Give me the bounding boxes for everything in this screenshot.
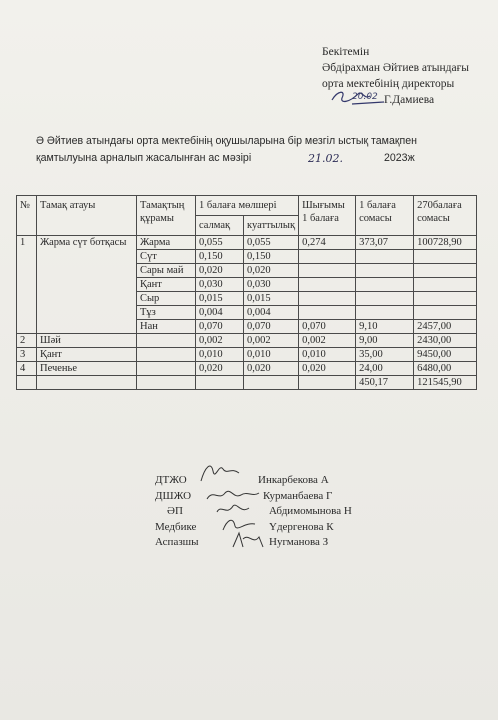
title-line-2 (36, 150, 491, 167)
row-num: 3 (17, 348, 37, 362)
total-sum1: 450,17 (356, 376, 414, 390)
row-weight: 0,150 (196, 250, 244, 264)
row-name: Шәй (37, 334, 137, 348)
header-row (17, 196, 477, 216)
row-sum270: 2430,00 (414, 334, 477, 348)
row-weight: 0,015 (196, 292, 244, 306)
table-row (17, 348, 477, 362)
header-composition: Тамақтың құрамы (137, 196, 196, 236)
signature (195, 459, 245, 485)
row-sum1 (356, 278, 414, 292)
row-cost: 0,070 (299, 320, 356, 334)
approval-school: Әбдірахман Әйтиев атындағы (322, 62, 470, 74)
row-cost (299, 278, 356, 292)
signer-role: Медбике (155, 520, 197, 533)
row-item: Тұз (137, 306, 196, 320)
row-num: 1 (17, 236, 37, 334)
row-yield: 0,020 (244, 264, 299, 278)
row-cost (299, 264, 356, 278)
approval-heading: Бекітемін (322, 46, 370, 58)
row-sum1: 373,07 (356, 236, 414, 250)
signer-role: Аспазшы (155, 536, 199, 548)
row-item: Нан (137, 320, 196, 334)
document-title (36, 133, 491, 167)
row-cost (299, 292, 356, 306)
row-num: 4 (17, 362, 37, 376)
row-item (137, 362, 196, 376)
header-per-child: 1 балаға мөлшері (196, 196, 299, 216)
row-yield: 0,055 (244, 236, 299, 250)
row-weight: 0,020 (196, 264, 244, 278)
row-sum270 (414, 264, 477, 278)
row-yield: 0,004 (244, 306, 299, 320)
approval-stamp-date: 20.02 (352, 92, 378, 102)
row-sum1 (356, 292, 414, 306)
row-weight: 0,020 (196, 362, 244, 376)
row-yield: 0,010 (244, 348, 299, 362)
row-yield: 0,030 (244, 278, 299, 292)
title-year: 2023ж (384, 152, 415, 164)
row-weight: 0,030 (196, 278, 244, 292)
header-name: Тамақ атауы (37, 196, 137, 236)
row-cost: 0,020 (299, 362, 356, 376)
signer-role: ДТЖО (155, 474, 187, 486)
row-sum1: 24,00 (356, 362, 414, 376)
header-weight: салмақ (196, 216, 244, 236)
row-item: Сары май (137, 264, 196, 278)
row-cost: 0,010 (299, 348, 356, 362)
row-weight: 0,002 (196, 334, 244, 348)
row-weight: 0,055 (196, 236, 244, 250)
row-item (137, 334, 196, 348)
signer-name: Инкарбекова А (258, 474, 329, 486)
row-weight: 0,010 (196, 348, 244, 362)
row-sum270: 100728,90 (414, 236, 477, 250)
row-item: Сүт (137, 250, 196, 264)
row-sum270: 2457,00 (414, 320, 477, 334)
handwritten-date: 21.02. (308, 152, 343, 165)
signature (229, 529, 269, 551)
table-row (17, 362, 477, 376)
director-name: Г.Дамиева (384, 94, 435, 106)
signer-name: Курманбаева Г (263, 489, 333, 502)
row-weight: 0,070 (196, 320, 244, 334)
row-item (137, 348, 196, 362)
row-sum270 (414, 306, 477, 320)
row-cost: 0,274 (299, 236, 356, 250)
menu-table (16, 195, 477, 390)
title-line-1: Ә Әйтиев атындағы орта мектебінің оқушыларына бір мезгіл ыстық тамақпен (36, 135, 417, 147)
row-cost: 0,002 (299, 334, 356, 348)
row-item: Сыр (137, 292, 196, 306)
row-yield: 0,020 (244, 362, 299, 376)
title-line-2-text: қамтылуына арналып жасалынған ас мәзірі (36, 152, 252, 164)
row-yield: 0,015 (244, 292, 299, 306)
row-sum1 (356, 250, 414, 264)
signer-name: Нугманова З (269, 536, 329, 548)
signer-role: ӘП (167, 505, 183, 517)
row-name: Жарма сүт ботқасы (37, 236, 137, 334)
row-num: 2 (17, 334, 37, 348)
row-item: Қант (137, 278, 196, 292)
signer-name: Абдимомынова Н (269, 505, 352, 517)
totals-row (17, 376, 477, 390)
row-item: Жарма (137, 236, 196, 250)
header-yield: куаттылық (244, 216, 299, 236)
table-row (17, 334, 477, 348)
row-sum1: 9,00 (356, 334, 414, 348)
row-sum1: 35,00 (356, 348, 414, 362)
row-yield: 0,002 (244, 334, 299, 348)
row-sum1 (356, 306, 414, 320)
row-sum270: 6480,00 (414, 362, 477, 376)
header-cost-per-child: Шығымы 1 балаға (299, 196, 356, 236)
table-row (17, 236, 477, 250)
row-sum270: 9450,00 (414, 348, 477, 362)
row-weight: 0,004 (196, 306, 244, 320)
row-sum270 (414, 250, 477, 264)
row-sum270 (414, 278, 477, 292)
approval-signature-line (322, 92, 492, 108)
header-num: № (17, 196, 37, 236)
approval-position: орта мектебінің директоры (322, 78, 455, 90)
approval-block (322, 44, 492, 108)
row-sum1 (356, 264, 414, 278)
header-sum-270: 270балаға сомасы (414, 196, 477, 236)
signer-role: ДШЖО (155, 489, 192, 502)
total-sum270: 121545,90 (414, 376, 477, 390)
row-name: Печенье (37, 362, 137, 376)
row-yield: 0,150 (244, 250, 299, 264)
row-sum270 (414, 292, 477, 306)
row-yield: 0,070 (244, 320, 299, 334)
row-cost (299, 306, 356, 320)
row-sum1: 9,10 (356, 320, 414, 334)
row-name: Қант (37, 348, 137, 362)
header-sum-per-child: 1 балаға сомасы (356, 196, 414, 236)
signer-name: Үдергенова К (269, 520, 334, 533)
row-cost (299, 250, 356, 264)
